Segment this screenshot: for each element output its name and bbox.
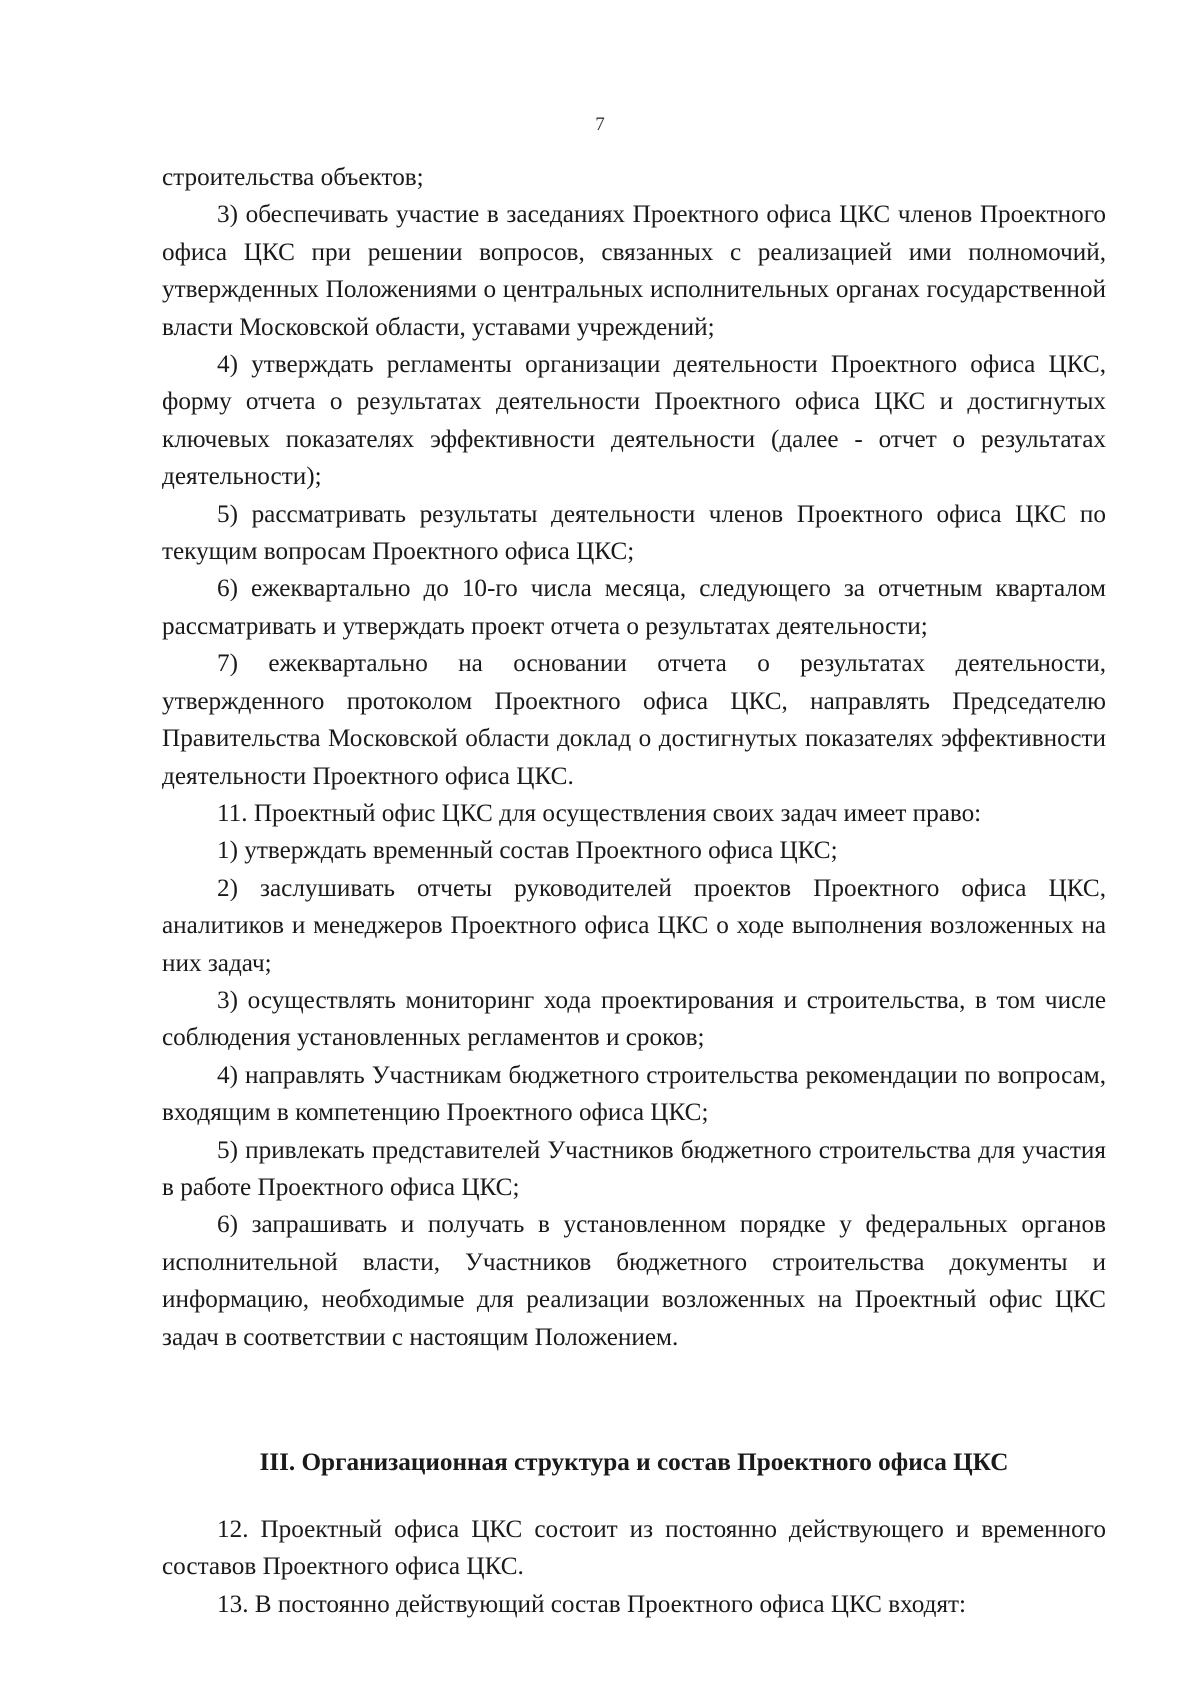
body-text-bottom: [162, 1511, 1106, 1623]
section-heading-block: [162, 1444, 1106, 1481]
paragraph: 4) направлять Участникам бюджетного строительства рекомендации по вопросам, входящим в компетенцию Проектного офиса ЦКС;: [162, 1061, 1106, 1127]
body-text-top: [162, 159, 1106, 1356]
paragraph: 7) ежеквартально на основании отчета о результатах деятельности, утвержденного протоколом Проектного офиса ЦКС, направлять Председателю Правительства Московской области доклад о достигнутых показателях эффективности деятельности Проектного офиса ЦКС.: [162, 650, 1106, 790]
paragraph: 11. Проектный офис ЦКС для осуществления своих задач имеет право:: [217, 799, 982, 827]
paragraph: 12. Проектный офиса ЦКС состоит из постоянно действующего и временного составов Проектного офиса ЦКС.: [162, 1516, 1106, 1581]
section-heading: III. Организационная структура и состав Проектного офиса ЦКС: [259, 1449, 1009, 1476]
paragraph: 5) рассматривать результаты деятельности членов Проектного офиса ЦКС по текущим вопросам Проектного офиса ЦКС;: [162, 500, 1106, 566]
paragraph: 1) утверждать временный состав Проектного офиса ЦКС;: [217, 837, 838, 865]
paragraph: 6) ежеквартально до 10-го числа месяца, следующего за отчетным кварталом рассматривать и утверждать проект отчета о результатах деятельности;: [162, 575, 1106, 640]
paragraph: строительства объектов;: [162, 164, 424, 191]
paragraph: 4) утверждать регламенты организации деятельности Проектного офиса ЦКС, форму отчета о результатах деятельности Проектного офиса ЦКС и достигнутых ключевых показателях эффективности деятельности (далее - отчет о результатах деятельности);: [162, 351, 1106, 491]
paragraph: 3) осуществлять мониторинг хода проектирования и строительства, в том числе соблюдения установленных регламентов и сроков;: [162, 986, 1106, 1052]
paragraph: 5) привлекать представителей Участников бюджетного строительства для участия в работе Проектного офиса ЦКС;: [162, 1136, 1106, 1201]
paragraph: 13. В постоянно действующий состав Проектного офиса ЦКС входят:: [217, 1590, 967, 1618]
page-number: 7: [595, 114, 605, 135]
paragraph: 6) запрашивать и получать в установленном порядке у федеральных органов исполнительной власти, Участников бюджетного строительства документы и информацию, необходимые для реализации возложенных на Проектный офис ЦКС задач в соответствии с настоящим Положением.: [162, 1211, 1106, 1351]
paragraph: 3) обеспечивать участие в заседаниях Проектного офиса ЦКС членов Проектного офиса ЦКС при решении вопросов, связанных с реализацией ими полномочий, утвержденных Положениями о центральных исполнительных органах государственной власти Московской области, уставами учреждений;: [162, 201, 1106, 341]
paragraph: 2) заслушивать отчеты руководителей проектов Проектного офиса ЦКС, аналитиков и менеджеров Проектного офиса ЦКС о ходе выполнения возложенных на них задач;: [162, 874, 1106, 977]
